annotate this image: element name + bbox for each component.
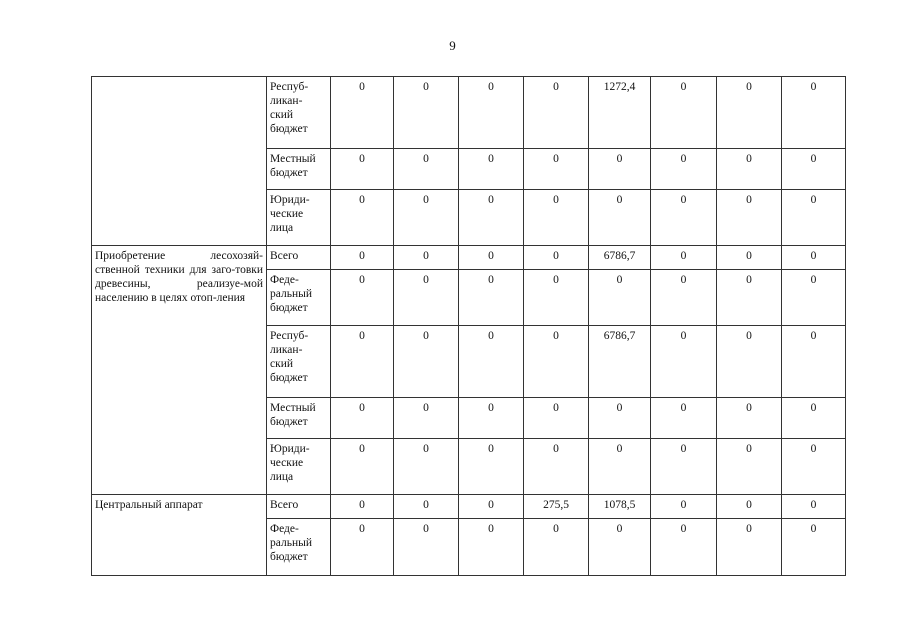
value-cell: 0	[331, 398, 394, 439]
value-cell: 0	[717, 398, 782, 439]
value-cell: 0	[651, 326, 717, 398]
funding-source-label: Местный бюджет	[270, 153, 316, 179]
funding-source-label: Всего	[270, 499, 299, 511]
value-cell: 1078,5	[589, 495, 651, 519]
value-cell: 0	[782, 495, 846, 519]
value-cell: 0	[589, 439, 651, 495]
value-cell: 0	[717, 495, 782, 519]
value-cell: 0	[717, 439, 782, 495]
value-cell: 0	[394, 149, 459, 190]
funding-source-label: Респуб- ликан- ский бюджет	[270, 81, 309, 135]
value-cell: 0	[524, 246, 589, 270]
value-cell: 0	[782, 398, 846, 439]
value-cell: 0	[459, 326, 524, 398]
funding-source-cell	[267, 326, 331, 398]
funding-source-cell	[267, 270, 331, 326]
value-cell: 0	[394, 439, 459, 495]
value-cell: 0	[782, 439, 846, 495]
value-cell: 0	[331, 519, 394, 576]
value-cell: 0	[717, 326, 782, 398]
value-cell: 0	[331, 149, 394, 190]
value-cell: 0	[459, 398, 524, 439]
funding-source-label: Местный бюджет	[270, 402, 316, 428]
value-cell: 0	[459, 519, 524, 576]
value-cell: 0	[651, 149, 717, 190]
value-cell: 0	[782, 270, 846, 326]
value-cell: 0	[782, 246, 846, 270]
table-row	[92, 246, 846, 270]
funding-source-cell	[267, 190, 331, 246]
value-cell: 0	[524, 77, 589, 149]
value-cell: 0	[782, 77, 846, 149]
value-cell: 0	[589, 270, 651, 326]
funding-source-cell	[267, 246, 331, 270]
funding-source-label: Всего	[270, 250, 299, 262]
value-cell: 0	[394, 270, 459, 326]
value-cell: 0	[331, 246, 394, 270]
value-cell: 0	[524, 519, 589, 576]
value-cell: 0	[717, 190, 782, 246]
value-cell: 0	[459, 439, 524, 495]
value-cell: 0	[331, 190, 394, 246]
value-cell: 0	[717, 519, 782, 576]
value-cell: 0	[651, 495, 717, 519]
funding-source-cell	[267, 77, 331, 149]
funding-source-cell	[267, 439, 331, 495]
value-cell: 0	[394, 398, 459, 439]
value-cell: 0	[651, 519, 717, 576]
funding-source-label: Феде- ральный бюджет	[270, 523, 312, 563]
value-cell: 0	[651, 246, 717, 270]
value-cell: 0	[651, 190, 717, 246]
value-cell: 0	[394, 246, 459, 270]
value-cell: 0	[589, 398, 651, 439]
budget-table	[91, 76, 846, 576]
value-cell: 0	[331, 439, 394, 495]
value-cell: 6786,7	[589, 326, 651, 398]
value-cell: 0	[651, 270, 717, 326]
page-number: 9	[449, 38, 456, 53]
value-cell: 0	[394, 495, 459, 519]
value-cell: 0	[651, 439, 717, 495]
value-cell: 0	[394, 77, 459, 149]
value-cell: 0	[589, 149, 651, 190]
funding-source-cell	[267, 398, 331, 439]
funding-source-cell	[267, 519, 331, 576]
value-cell: 0	[651, 77, 717, 149]
value-cell: 0	[524, 326, 589, 398]
program-name-cell: Приобретение лесохозяй-ственной техники для заго-товки древесины, реализуе-мой населению в целях отоп-ления	[92, 246, 267, 495]
value-cell: 0	[717, 270, 782, 326]
value-cell: 0	[782, 190, 846, 246]
value-cell: 0	[394, 326, 459, 398]
value-cell: 0	[589, 190, 651, 246]
table-row	[92, 495, 846, 519]
value-cell: 0	[717, 149, 782, 190]
value-cell: 0	[331, 77, 394, 149]
value-cell: 0	[459, 190, 524, 246]
program-name-cell	[92, 77, 267, 246]
funding-source-cell	[267, 149, 331, 190]
value-cell: 0	[651, 398, 717, 439]
value-cell: 0	[524, 439, 589, 495]
funding-source-label: Респуб- ликан- ский бюджет	[270, 330, 309, 384]
value-cell: 0	[782, 326, 846, 398]
value-cell: 0	[459, 77, 524, 149]
value-cell: 0	[394, 519, 459, 576]
value-cell: 0	[459, 149, 524, 190]
value-cell: 0	[331, 270, 394, 326]
value-cell: 0	[331, 495, 394, 519]
value-cell: 0	[394, 190, 459, 246]
value-cell: 0	[459, 495, 524, 519]
value-cell: 0	[717, 77, 782, 149]
value-cell: 0	[524, 190, 589, 246]
value-cell: 0	[459, 270, 524, 326]
funding-source-label: Феде- ральный бюджет	[270, 274, 312, 314]
value-cell: 0	[524, 149, 589, 190]
program-name-cell: Центральный аппарат	[92, 495, 267, 576]
value-cell: 0	[331, 326, 394, 398]
value-cell: 275,5	[524, 495, 589, 519]
value-cell: 0	[717, 246, 782, 270]
funding-source-cell	[267, 495, 331, 519]
value-cell: 0	[524, 398, 589, 439]
value-cell: 0	[782, 149, 846, 190]
value-cell: 0	[459, 246, 524, 270]
value-cell: 1272,4	[589, 77, 651, 149]
value-cell: 0	[782, 519, 846, 576]
funding-source-label: Юриди- ческие лица	[270, 443, 310, 483]
table-row	[92, 77, 846, 149]
funding-source-label: Юриди- ческие лица	[270, 194, 310, 234]
value-cell: 0	[589, 519, 651, 576]
value-cell: 0	[524, 270, 589, 326]
value-cell: 6786,7	[589, 246, 651, 270]
